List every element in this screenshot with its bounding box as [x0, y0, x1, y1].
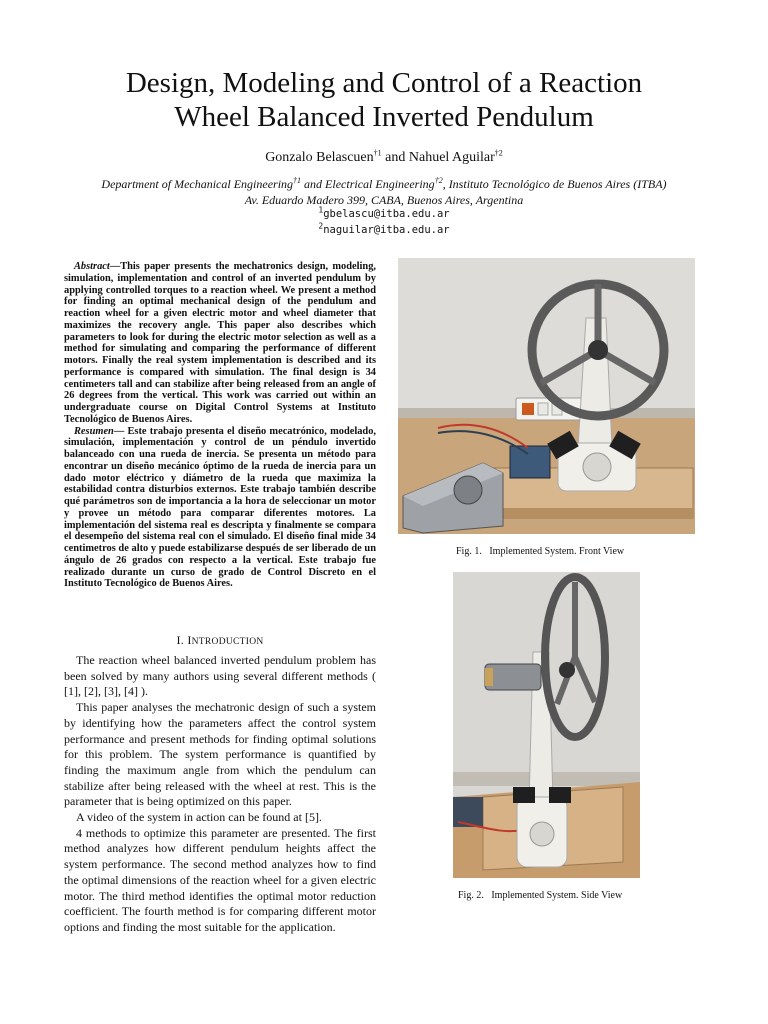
affiliation-address: Av. Eduardo Madero 399, CABA, Buenos Aires, Argentina	[244, 193, 524, 207]
resumen-label: Resumen	[74, 425, 114, 437]
email-2-address: naguilar@itba.edu.ar	[323, 224, 450, 236]
title-line-2: Wheel Balanced Inverted Pendulum	[174, 101, 594, 133]
resumen-text: — Este trabajo presenta el diseño mecatrónico, modelado, simulación, implementación y control de un péndulo invertido balanceado con una rueda de inercia. Se presenta un método para encontrar un diseño mecánico óptimo de la rueda de inercia para un dado motor eléctrico y diámetro de la rueda que maximiza la estabilidad contra disturbios externos. Este trabajo también describe qué parámetros son de importancia a la hora de seleccionar un motor y provee un método para comparar diferentes motores. La implementación del sistema real es descripta y finalmente se compara el desempeño del sistema real con el simulado. El diseño final mide 34 centimetros de alto y puede estabilizarse después de ser liberado de un ángulo de 26 grados con respecto a la vertical. Este trabajo fue realizado durante un curso de grado de Control Discreto en el Instituto Tecnológico de Buenos Aires.	[64, 425, 376, 590]
figure-2-caption-text: Implemented System. Side View	[491, 890, 623, 901]
figure-2-photo	[453, 572, 640, 878]
abstract-paragraph	[64, 261, 376, 426]
introduction-body	[64, 653, 376, 936]
author-1-mark: †1	[373, 148, 382, 158]
section-heading-introduction	[64, 633, 376, 648]
email-2	[0, 221, 768, 236]
author-line	[0, 150, 768, 166]
figure-1-caption-text: Implemented System. Front View	[489, 546, 625, 557]
author-2-mark: †2	[494, 148, 503, 158]
abstract-text: —This paper presents the mechatronics design, modeling, simulation, implementation and control of an inverted pendulum by applying controlled torques to a reaction wheel. We present a method for finding an optimal mechanical design of the pendulum and reaction wheel for a given electric motor and wheel diameter that maximizes the recovery angle. This paper also describes which parameters to look for during the electric motor selection as well as a method for simulating and comparing the performance of different motors. Finally the real system implementation is described and its performance is compared with simulation. The final design is 34 centimeters tall and can stabilize after being released from an angle of 26 degrees from the vertical. This work was carried out within an undergraduate course on Digital Control Systems at Instituto Tecnológico de Buenos Aires.	[64, 261, 376, 425]
abstract-block	[64, 261, 376, 590]
affiliation-institute: , Instituto Tecnológico de Buenos Aires (ITBA)	[442, 177, 667, 191]
email-1	[0, 205, 768, 220]
front-view-illustration	[398, 258, 695, 534]
figure-2-label: Fig. 2.	[458, 890, 484, 901]
section-number: I.	[176, 633, 188, 647]
side-view-illustration	[453, 572, 640, 878]
author-2: Nahuel Aguilar	[408, 150, 495, 165]
figure-2-caption	[458, 890, 622, 901]
title-line-1: Design, Modeling and Control of a Reaction	[125, 67, 643, 99]
intro-paragraph-1: The reaction wheel balanced inverted pendulum problem has been solved by many authors using several different methods ( [1], [2], [3], [4] ).	[64, 653, 376, 699]
affiliation-line-1	[0, 176, 768, 192]
section-rest: NTRODUCTION	[191, 637, 264, 647]
author-conjunction: and	[381, 150, 409, 165]
intro-paragraph-4: 4 methods to optimize this parameter are presented. The first method analyzes how different pendulum heights affect the system performance. The second method analyzes how to find the optimal dimensions of the reaction wheel for a given electric motor. The third method identifies the optimal motor reduction coefficient. The fourth method is for comparing different motor options and finding the most suitable for the application.	[64, 825, 376, 934]
affiliation-dept-elec: and Electrical Engineering	[301, 177, 435, 191]
affiliation-mark-2: †2	[434, 176, 443, 185]
email-1-mark: 1	[318, 205, 324, 215]
figure-1-caption	[456, 546, 624, 557]
email-1-address: gbelascu@itba.edu.ar	[323, 208, 450, 220]
figure-1-label: Fig. 1.	[456, 546, 482, 557]
affiliation-dept-mech: Department of Mechanical Engineering	[101, 177, 294, 191]
figure-1-photo	[398, 258, 695, 534]
affiliation	[0, 176, 768, 208]
intro-paragraph-2: This paper analyses the mechatronic design of such a system by identifying how the parameters affect the control system performance and present methods for finding optimal solutions for this problem. The system performance is quantified by finding the maximum angle from which the pendulum can stabilize after being released with the wheel at rest. This is the parameter that is being optimized on this paper.	[64, 700, 376, 809]
section-initial: I	[187, 633, 192, 647]
paper-title	[0, 66, 768, 134]
email-2-mark: 2	[318, 221, 324, 231]
resumen-paragraph	[64, 426, 376, 591]
intro-paragraph-3: A video of the system in action can be found at [5].	[76, 810, 322, 825]
author-1: Gonzalo Belascuen	[265, 150, 374, 165]
affiliation-mark-1: †1	[293, 176, 302, 185]
abstract-label: Abstract	[74, 261, 110, 272]
